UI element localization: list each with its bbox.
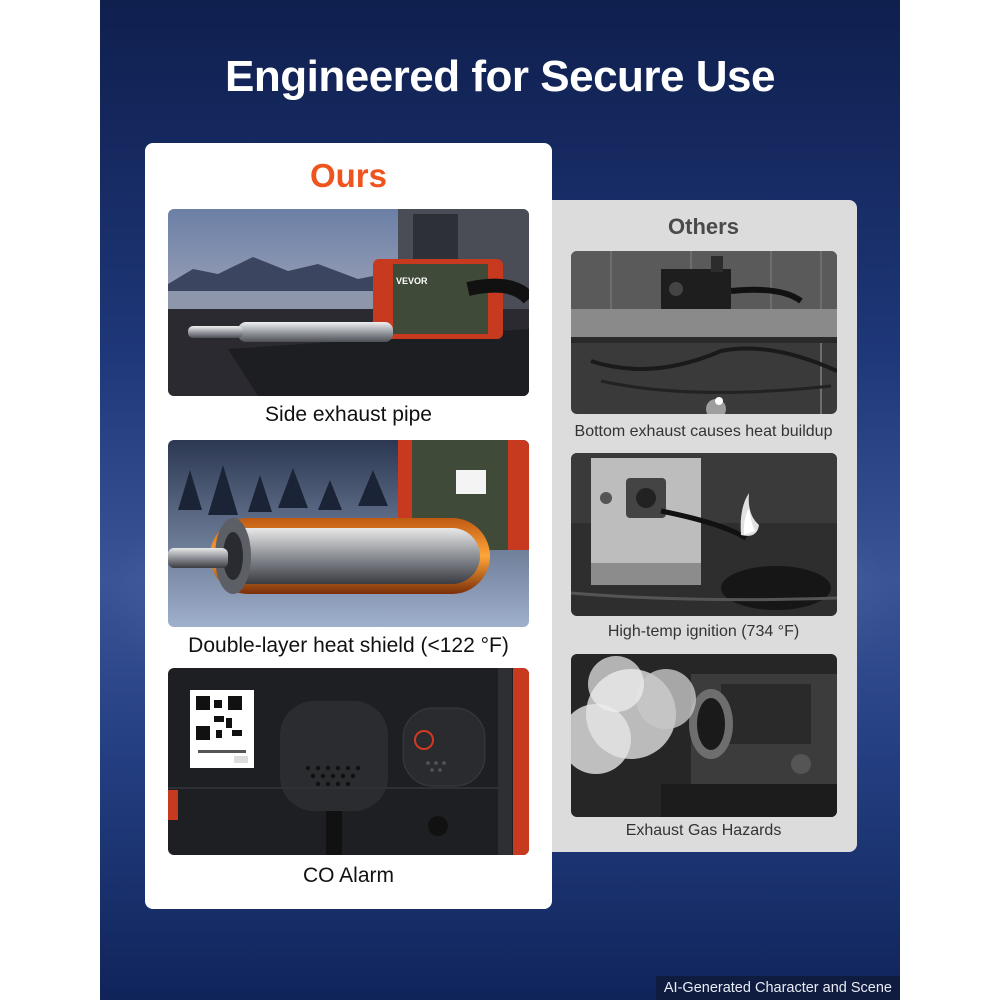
high-temp-ignition-image <box>571 453 837 616</box>
side-exhaust-pipe-image <box>168 209 529 396</box>
co-alarm-image <box>168 668 529 855</box>
others-caption-3: Exhaust Gas Hazards <box>625 822 782 839</box>
others-card <box>550 200 857 852</box>
vevor-logo: VEVOR <box>396 276 428 286</box>
exhaust-gas-image <box>571 654 837 817</box>
ours-caption-1: Side exhaust pipe <box>265 403 432 426</box>
others-caption-2: High-temp ignition (734 °F) <box>607 623 800 640</box>
ours-title: Ours <box>309 157 388 194</box>
bottom-exhaust-image <box>571 251 837 414</box>
heat-shield-image <box>168 440 529 627</box>
ours-card <box>145 143 552 909</box>
ours-caption-3: CO Alarm <box>302 864 394 887</box>
others-title: Others <box>668 214 739 239</box>
ours-caption-2: Double-layer heat shield (<122 °F) <box>188 634 509 657</box>
ai-generated-notice: AI-Generated Character and Scene <box>656 976 900 1000</box>
page-title: Engineered for Secure Use <box>225 52 775 101</box>
others-caption-1: Bottom exhaust causes heat buildup <box>574 423 833 440</box>
page-canvas <box>100 0 900 1000</box>
